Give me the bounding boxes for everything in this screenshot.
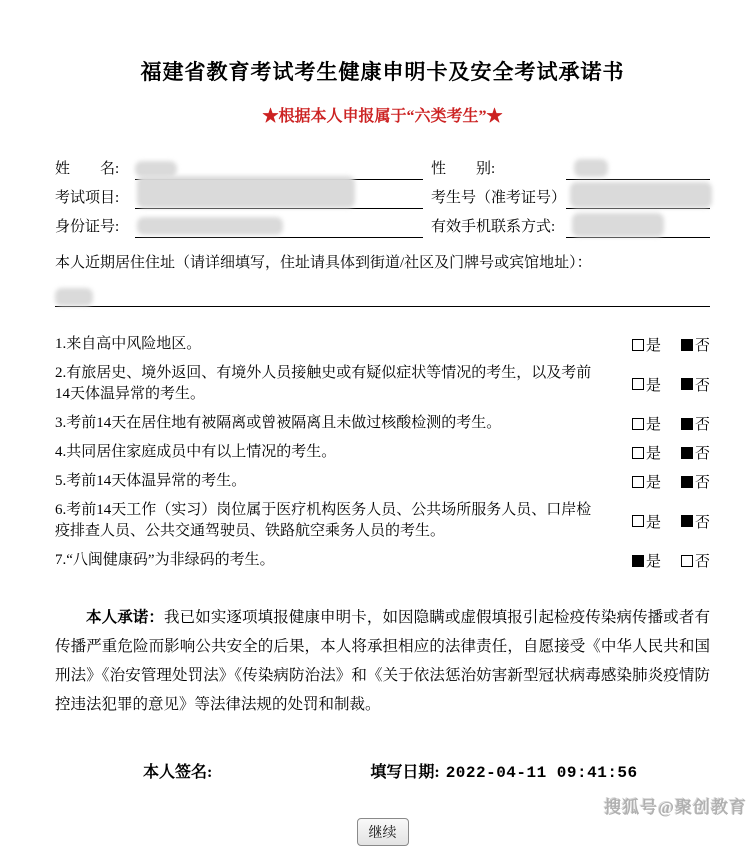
exam-project-value-field bbox=[135, 186, 423, 209]
commitment-paragraph bbox=[55, 603, 710, 719]
checkbox-yes[interactable] bbox=[632, 515, 644, 527]
option-yes[interactable] bbox=[632, 413, 661, 434]
question-options bbox=[632, 442, 710, 463]
candidate-number-label: 考生号（准考证号） bbox=[431, 190, 567, 206]
commitment-body: 我已如实逐项填报健康申明卡，如因隐瞒或虚假填报引起检疫传染病传播或者有传播严重危险而影响公共安全的后果，本人将承担相应的法律责任，自愿接受《中华人民共和国刑法》《治安管理处罚法》《传染病防治法》和《关于依法惩治妨害新型冠状病毒感染肺炎疫情防控违法犯罪的意见》等法律法规的处罚和制裁。 bbox=[55, 609, 710, 713]
question-text: 5.考前14天体温异常的考生。 bbox=[55, 473, 247, 489]
option-no-label: 否 bbox=[694, 475, 710, 491]
address-label: 本人近期居住住址（请详细填写，住址请具体到街道/社区及门牌号或宾馆地址）： bbox=[55, 255, 592, 271]
checkbox-yes[interactable] bbox=[632, 378, 644, 390]
redacted-address-value bbox=[55, 288, 93, 306]
checkbox-no[interactable] bbox=[681, 447, 693, 459]
option-yes-label: 是 bbox=[645, 554, 661, 570]
checkbox-yes[interactable] bbox=[632, 476, 644, 488]
question-options bbox=[632, 511, 710, 532]
commitment-lead: 本人承诺： bbox=[86, 609, 165, 626]
option-yes[interactable] bbox=[632, 374, 661, 395]
question-row bbox=[55, 363, 710, 405]
info-row-2 bbox=[55, 180, 710, 209]
question-row bbox=[55, 334, 710, 355]
option-no[interactable] bbox=[681, 511, 710, 532]
checkbox-no[interactable] bbox=[681, 555, 693, 567]
checkbox-yes[interactable] bbox=[632, 555, 644, 567]
candidate-number-value-field bbox=[566, 186, 710, 209]
question-row bbox=[55, 550, 710, 571]
question-text: 6.考前14天工作（实习）岗位属于医疗机构医务人员、公共场所服务人员、口岸检疫排查人员、公共交通驾驶员、铁路航空乘务人员的考生。 bbox=[55, 502, 592, 539]
option-no-label: 否 bbox=[694, 417, 710, 433]
gender-value-field bbox=[566, 157, 710, 180]
option-no-label: 否 bbox=[694, 377, 710, 394]
option-no[interactable] bbox=[681, 550, 710, 571]
question-text: 3.考前14天在居住地有被隔离或曾被隔离且未做过核酸检测的考生。 bbox=[55, 415, 502, 431]
option-yes[interactable] bbox=[632, 334, 661, 355]
checkbox-no[interactable] bbox=[681, 339, 693, 351]
option-no-label: 否 bbox=[694, 554, 710, 570]
question-row bbox=[55, 442, 710, 463]
question-text: 1.来自高中风险地区。 bbox=[55, 336, 202, 352]
question-text: 4.共同居住家庭成员中有以上情况的考生。 bbox=[55, 444, 337, 460]
option-yes[interactable] bbox=[632, 511, 661, 532]
option-yes-label: 是 bbox=[645, 417, 661, 433]
questions-list bbox=[55, 334, 710, 571]
option-yes[interactable] bbox=[632, 442, 661, 463]
redacted-name-value bbox=[135, 161, 177, 177]
name-label: 姓 名: bbox=[55, 161, 120, 177]
option-yes-label: 是 bbox=[645, 377, 661, 394]
checkbox-yes[interactable] bbox=[632, 418, 644, 430]
option-no[interactable] bbox=[681, 374, 710, 395]
id-number-label: 身份证号: bbox=[55, 219, 120, 235]
watermark-text: 搜狐号@聚创教育 bbox=[604, 798, 747, 817]
fill-date-group bbox=[370, 759, 637, 782]
checkbox-no[interactable] bbox=[681, 515, 693, 527]
signature-label: 本人签名: bbox=[143, 764, 213, 781]
option-no-label: 否 bbox=[694, 338, 710, 354]
id-number-value-field bbox=[135, 215, 423, 238]
signature-row bbox=[55, 759, 710, 782]
question-text: 7.“八闽健康码”为非绿码的考生。 bbox=[55, 552, 275, 568]
option-no[interactable] bbox=[681, 413, 710, 434]
fill-date-label: 填写日期: bbox=[370, 764, 440, 781]
question-options bbox=[632, 334, 710, 355]
checkbox-yes[interactable] bbox=[632, 339, 644, 351]
question-text: 2.有旅居史、境外返回、有境外人员接触史或有疑似症状等情况的考生，以及考前14天体温异常的考生。 bbox=[55, 365, 592, 402]
option-yes-label: 是 bbox=[645, 475, 661, 491]
option-yes-label: 是 bbox=[645, 338, 661, 354]
option-no[interactable] bbox=[681, 334, 710, 355]
phone-label: 有效手机联系方式: bbox=[431, 219, 556, 235]
phone-value-field bbox=[566, 215, 710, 238]
checkbox-no[interactable] bbox=[681, 418, 693, 430]
checkbox-no[interactable] bbox=[681, 378, 693, 390]
exam-project-label: 考试项目: bbox=[55, 190, 120, 206]
applicant-info-section bbox=[55, 151, 710, 238]
button-row bbox=[55, 818, 710, 846]
address-value-field bbox=[55, 280, 710, 307]
question-options bbox=[632, 374, 710, 395]
option-yes-label: 是 bbox=[645, 514, 661, 531]
redacted-gender-value bbox=[574, 159, 608, 177]
question-row bbox=[55, 471, 710, 492]
checkbox-yes[interactable] bbox=[632, 447, 644, 459]
info-row-3 bbox=[55, 209, 710, 238]
question-options bbox=[632, 413, 710, 434]
gender-label: 性 别: bbox=[431, 161, 496, 177]
option-no[interactable] bbox=[681, 442, 710, 463]
redacted-id-number-value bbox=[137, 217, 283, 235]
page-subtitle: ★根据本人申报属于“六类考生”★ bbox=[262, 108, 503, 125]
redacted-candidate-number-value bbox=[570, 182, 712, 208]
option-yes-label: 是 bbox=[645, 446, 661, 462]
question-row bbox=[55, 500, 710, 542]
redacted-phone-value bbox=[572, 213, 664, 237]
fill-date-value: 2022-04-11 09:41:56 bbox=[445, 764, 638, 782]
checkbox-no[interactable] bbox=[681, 476, 693, 488]
page-title: 福建省教育考试考生健康申明卡及安全考试承诺书 bbox=[140, 60, 625, 84]
option-no[interactable] bbox=[681, 471, 710, 492]
redacted-exam-project-value bbox=[137, 176, 355, 208]
option-no-label: 否 bbox=[694, 446, 710, 462]
option-yes[interactable] bbox=[632, 550, 661, 571]
question-row bbox=[55, 413, 710, 434]
option-no-label: 否 bbox=[694, 514, 710, 531]
option-yes[interactable] bbox=[632, 471, 661, 492]
question-options bbox=[632, 471, 710, 492]
continue-button[interactable]: 继续 bbox=[357, 818, 409, 846]
question-options bbox=[632, 550, 710, 571]
